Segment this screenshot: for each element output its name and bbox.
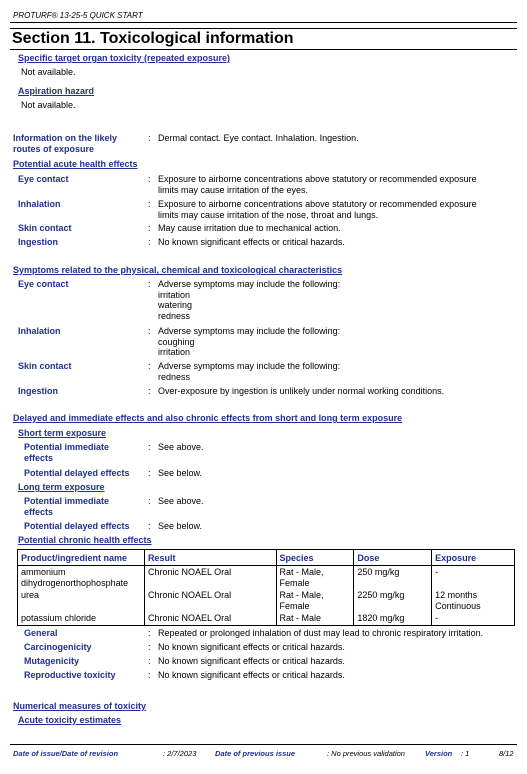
aspiration-heading: Aspiration hazard [18,86,95,96]
short-immediate-label: Potential immediate effects [24,442,110,463]
colon: : [148,670,151,680]
acute-toxicity-estimates-heading: Acute toxicity estimates [18,715,122,725]
acute-ingestion-label: Ingestion [18,237,58,247]
document-title: PROTURF® 13-25-5 QUICK START [13,11,143,20]
chronic-heading: Potential chronic health effects [18,535,152,545]
colon: : [148,237,151,247]
exposure-cell: 12 months Continuous [432,589,515,612]
short-immediate-value: See above. [158,442,204,452]
exposure-cell: - [432,566,515,590]
footer-version-label: Version [425,749,453,758]
long-delayed-label: Potential delayed effects [24,521,130,531]
symptoms-eye-value: Adverse symptoms may include the following: irritation watering redness [158,279,341,321]
footer-previous-label: Date of previous issue [215,749,296,758]
symptoms-skin-label: Skin contact [18,361,72,371]
colon: : [148,279,151,289]
colon: : [148,326,151,336]
long-delayed-value: See below. [158,521,203,531]
symptoms-inhalation-value: Adverse symptoms may include the following: coughing irritation [158,326,341,357]
ingredient-name-cell: ammonium dihydrogenorthophosphate [18,566,145,590]
short-delayed-label: Potential delayed effects [24,468,130,478]
acute-eye-label: Eye contact [18,174,69,184]
colon: : [148,133,151,143]
result-cell: Chronic NOAEL Oral [144,612,276,625]
colon: : [148,468,151,478]
species-cell: Rat - Male, Female [276,566,354,590]
general-value: Repeated or prolonged inhalation of dust may lead to chronic respiratory irritation. [158,628,484,638]
acute-inhalation-value: Exposure to airborne concentrations above statutory or recommended exposure limits may cause irritation of the nose, throat and lungs. [158,199,477,220]
symptoms-ingestion-label: Ingestion [18,386,58,396]
long-immediate-value: See above. [158,496,204,506]
column-header: Exposure [432,550,515,566]
acute-ingestion-value: No known significant effects or critical hazards. [158,237,345,247]
table-row [18,566,515,590]
acute-eye-value: Exposure to airborne concentrations above statutory or recommended exposure limits may cause irritation of the eyes. [158,174,477,195]
numerical-heading: Numerical measures of toxicity [13,701,147,711]
symptoms-heading: Symptoms related to the physical, chemical and toxicological characteristics [13,265,343,275]
acute-heading: Potential acute health effects [13,159,138,169]
species-cell: Rat - Male [276,612,354,625]
colon: : [148,642,151,652]
result-cell: Chronic NOAEL Oral [144,589,276,612]
routes-value: Dermal contact. Eye contact. Inhalation. Ingestion. [158,133,359,143]
general-label: General [24,628,58,638]
ingredient-name-cell: potassium chloride [18,612,145,625]
reproductive-toxicity-label: Reproductive toxicity [24,670,116,680]
column-header: Species [276,550,354,566]
carcinogenicity-value: No known significant effects or critical hazards. [158,642,345,652]
symptoms-skin-value: Adverse symptoms may include the following: redness [158,361,341,382]
table-row [18,612,515,625]
column-header: Product/ingredient name [18,550,145,566]
exposure-cell: - [432,612,515,625]
footer-page-number: 8/12 [499,749,514,758]
aspiration-value: Not available. [21,100,76,110]
short-delayed-value: See below. [158,468,203,478]
acute-inhalation-label: Inhalation [18,199,61,209]
colon: : [148,199,151,209]
footer-issue-value: : 2/7/2023 [163,749,197,758]
stot-repeated-value: Not available. [21,67,76,77]
mutagenicity-label: Mutagenicity [24,656,80,666]
colon: : [148,521,151,531]
long-immediate-label: Potential immediate effects [24,496,110,517]
routes-label: Information on the likely routes of exposure [13,133,118,154]
footer-previous-value: : No previous validation [327,749,405,758]
symptoms-ingestion-value: Over-exposure by ingestion is unlikely under normal working conditions. [158,386,445,396]
colon: : [148,361,151,371]
reproductive-toxicity-value: No known significant effects or critical hazards. [158,670,345,680]
acute-skin-label: Skin contact [18,223,72,233]
colon: : [148,628,151,638]
colon: : [148,386,151,396]
colon: : [148,442,151,452]
delayed-heading: Delayed and immediate effects and also chronic effects from short and long term exposure [13,413,403,423]
colon: : [148,656,151,666]
species-cell: Rat - Male, Female [276,589,354,612]
footer-rule [10,744,517,745]
short-term-heading: Short term exposure [18,428,107,438]
carcinogenicity-label: Carcinogenicity [24,642,92,652]
result-cell: Chronic NOAEL Oral [144,566,276,590]
footer-issue-label: Date of issue/Date of revision [13,749,119,758]
column-header: Result [144,550,276,566]
symptoms-inhalation-label: Inhalation [18,326,61,336]
section-title: Section 11. Toxicological information [12,30,294,47]
column-header: Dose [354,550,432,566]
long-term-heading: Long term exposure [18,482,105,492]
stot-repeated-heading: Specific target organ toxicity (repeated exposure) [18,53,231,63]
table-header-row [18,550,515,566]
mutagenicity-value: No known significant effects or critical hazards. [158,656,345,666]
table-row [18,589,515,612]
acute-skin-value: May cause irritation due to mechanical action. [158,223,341,233]
dose-cell: 1820 mg/kg [354,612,432,625]
footer-version-value: : 1 [461,749,470,758]
dose-cell: 250 mg/kg [354,566,432,590]
symptoms-eye-label: Eye contact [18,279,69,289]
header-rule [10,22,517,23]
colon: : [148,496,151,506]
colon: : [148,223,151,233]
ingredient-name-cell: urea [18,589,145,612]
dose-cell: 2250 mg/kg [354,589,432,612]
colon: : [148,174,151,184]
chronic-effects-table [17,549,515,626]
